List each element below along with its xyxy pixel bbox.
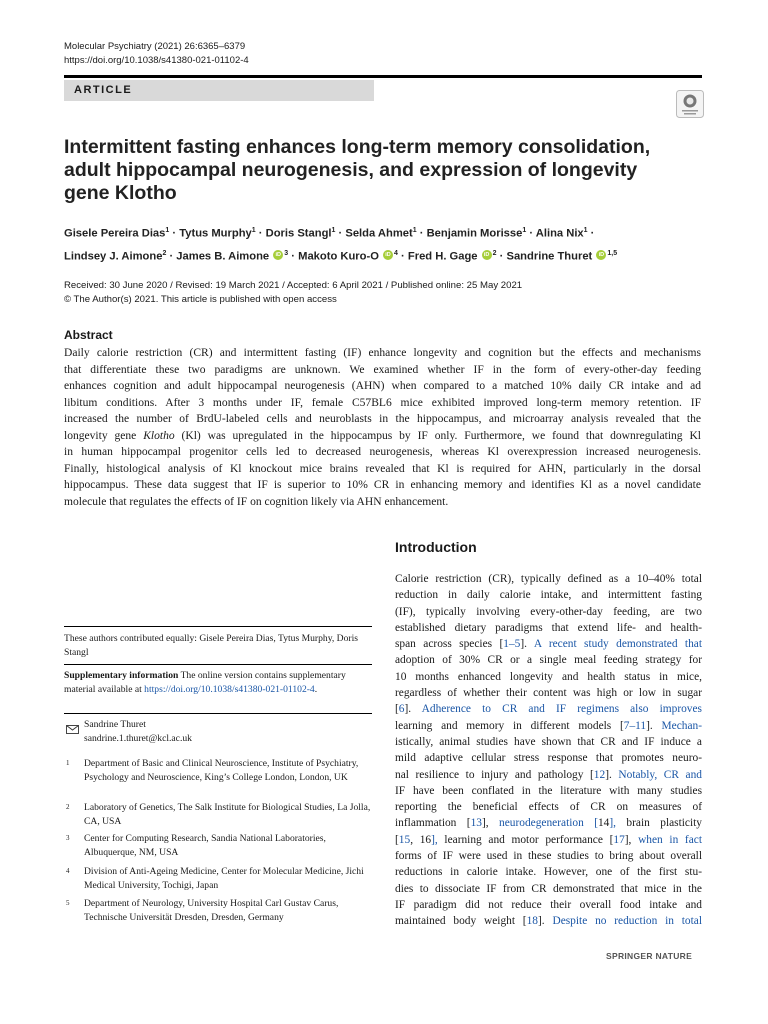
journal-header: [64, 40, 249, 68]
footnote-rule: [64, 626, 372, 627]
date-history: Received: 30 June 2020 / Revised: 19 March 2021 / Accepted: 6 April 2021 / Published online: 25 May 2021: [64, 280, 523, 291]
introduction-line: [6]. Adherence to CR and IF regimens also improves: [395, 703, 702, 716]
citation-link[interactable]: A recent study demonstrated that: [527, 638, 703, 651]
affiliation-text: Department of Basic and Clinical Neuroscience, Institute of Psychiatry, Psychology and Neuroscience, King’s College London, London, UK: [84, 758, 359, 783]
citation-link[interactable]: 6: [398, 703, 405, 716]
author-list: [64, 221, 704, 266]
supplementary-link[interactable]: https://doi.org/10.1038/s41380-021-01102-4: [144, 683, 315, 695]
author-affiliation-number: 1: [165, 227, 170, 234]
abstract-line: enhances cognition and adult hippocampal neurogenesis (AHN) when compared to a matched 10% daily CR intake and ad: [64, 380, 701, 392]
author-affiliation-number: 1: [583, 227, 588, 234]
abstract-line: that differentiate these two paradigms are unknown. We examined whether IF in the form of every-other-day feeding: [64, 363, 701, 376]
affiliation-text: Center for Computing Research, Sandia National Laboratories, Albuquerque, NM, USA: [84, 833, 326, 858]
introduction-text: [395, 571, 702, 930]
author-affiliation-number: 4: [394, 249, 398, 257]
doi-link[interactable]: https://doi.org/10.1038/s41380-021-01102-4: [64, 55, 249, 66]
introduction-line: [15, 16], learning and motor performance [17], when in fact: [395, 833, 702, 846]
header-rule: [64, 75, 702, 78]
author-line-2: Lindsey J. Aimone$^2$ · James B. Aimone iD $^3$ · Makoto Kuro-O iD $^4$ · Fred H. Gage iD $^2$ · Sandrine Thuret iD $^{1,5}$: [64, 244, 704, 267]
author-affiliation-number: 1: [412, 227, 417, 234]
author-affiliation-number: 1: [331, 227, 336, 234]
author-name[interactable]: Selda Ahmet: [345, 227, 413, 240]
author-name[interactable]: Fred H. Gage: [407, 250, 478, 263]
introduction-line: span across species [1–5]. A recent study demonstrated that: [395, 638, 703, 651]
citation-link[interactable]: 1–5: [503, 638, 521, 651]
orcid-icon[interactable]: [383, 250, 393, 260]
gene-name: Klotho: [143, 429, 175, 442]
supplementary-end: .: [314, 683, 318, 695]
citation-link[interactable]: when in fact: [631, 833, 702, 846]
author-name[interactable]: Benjamin Morisse: [426, 227, 523, 240]
introduction-line: maintained body weight [18]. Despite no reduction in total: [395, 915, 702, 928]
affiliation-text: Division of Anti-Ageing Medicine, Center for Molecular Medicine, Jichi Medical University, Tochigi, Japan: [84, 866, 364, 891]
affiliation-number: 3: [66, 834, 70, 842]
author-name[interactable]: Lindsey J. Aimone: [64, 250, 163, 263]
affiliation-number: 4: [66, 867, 70, 875]
author-affiliation-number: 2: [162, 249, 167, 257]
citation-link[interactable]: ],: [609, 817, 617, 830]
copyright-line: © The Author(s) 2021. This article is published with open access: [64, 294, 337, 305]
orcid-icon[interactable]: [482, 250, 492, 260]
author-name[interactable]: Gisele Pereira Dias: [64, 227, 166, 240]
author-affiliation-number: 1: [522, 227, 527, 234]
introduction-line: dies to dissociate IF from CR demonstrated that mice in the: [395, 882, 702, 895]
author-line-1: Gisele Pereira Dias$^1$ · Tytus Murphy$^1$ · Doris Stangl$^1$ · Selda Ahmet$^1$ · Benjamin Morisse$^1$ · Alina Nix$^1$ ·: [64, 227, 595, 240]
orcid-icon[interactable]: [596, 250, 606, 260]
introduction-line: IF have been conflated in the literature with many studies: [395, 784, 702, 797]
introduction-line: learning and memory in different models [7–11]. Mechan-: [395, 719, 703, 732]
citation-link[interactable]: 18: [526, 915, 538, 928]
author-affiliation-number: 2: [492, 249, 497, 257]
abstract-line: in human hippocampal progenitor cells led to decreased neurogenesis, whereas Kl overexpression increased neurogenesis.: [64, 446, 701, 458]
abstract-line: libitum conditions. After 3 months under IF, female C57BL6 mice exhibited improved long-term memory retention. IF: [64, 396, 701, 409]
equal-contribution-note: These authors contributed equally: Gisele Pereira Dias, Tytus Murphy, Doris Stangl: [64, 633, 359, 658]
citation-link[interactable]: 15: [398, 833, 411, 846]
envelope-icon: [66, 721, 79, 730]
abstract-line: Daily calorie restriction (CR) and intermittent fasting (IF) enhance longevity and cognition but the effects and mechanisms: [64, 347, 701, 359]
introduction-line: (IF), typically involving every-other-day feeding, are two: [395, 605, 702, 618]
introduction-line: reduction in daily calorie intake, and intermittent fasting: [395, 589, 702, 602]
introduction-line: established dietary paradigms that extend life- and health-: [395, 621, 702, 634]
introduction-line: forms of IF were used in these studies to bring about overall: [395, 850, 702, 863]
abstract-line: increased the number of BrdU-labeled cells and neuroblasts in the hippocampus, and microarray analysis revealed that the: [64, 413, 701, 425]
introduction-line: IF paradigm did not reduce their overall food intake and: [395, 898, 702, 911]
footnote-divider: [64, 713, 372, 714]
corresponding-email[interactable]: sandrine.1.thuret@kcl.ac.uk: [84, 733, 192, 744]
corresponding-name: Sandrine Thuret: [84, 719, 146, 730]
author-name[interactable]: Alina Nix: [535, 227, 584, 240]
supplementary-label: Supplementary information: [64, 670, 179, 681]
orcid-icon[interactable]: [273, 250, 283, 260]
affiliation-number: 2: [66, 803, 70, 811]
introduction-line: adoption of 30% CR or a single meal feeding strategy for: [395, 654, 702, 667]
citation-link[interactable]: neurodegeneration [: [488, 817, 598, 830]
abstract-line: longevity gene Klotho (Kl) was upregulated in the hippocampus by IF only. Furthermore, we found that downregulating Kl: [64, 429, 702, 442]
author-affiliation-number: 1: [251, 227, 256, 234]
introduction-heading: Introduction: [395, 539, 477, 555]
abstract-line: Finally, histological analysis of Kl knockout mice brains revealed that Kl is required for AHN, particularly in the dorsal: [64, 462, 701, 475]
citation-link[interactable]: Mechan-: [652, 719, 703, 732]
abstract-line: hippocampus. These data suggest that IF is superior to 10% CR in enhancing memory and identifies Kl as a novel candidate: [64, 479, 701, 491]
check-for-updates-icon[interactable]: [676, 90, 704, 118]
author-name[interactable]: Doris Stangl: [265, 227, 332, 240]
author-name[interactable]: James B. Aimone: [176, 250, 270, 263]
citation-link[interactable]: 17: [613, 833, 625, 846]
introduction-line: reporting the beneficial effects of CR on measures of: [395, 801, 702, 814]
introduction-line: inflammation [13], neurodegeneration [14], brain plasticity: [395, 817, 703, 830]
supplementary-note: [64, 669, 372, 696]
journal-citation: Molecular Psychiatry (2021) 26:6365–6379: [64, 41, 246, 52]
article-type-label: ARTICLE: [74, 84, 133, 96]
citation-link[interactable]: [413, 834, 420, 846]
citation-link[interactable]: Notably, CR and: [611, 768, 702, 781]
corresponding-author: [84, 718, 192, 746]
citation-link[interactable]: 7–11: [623, 719, 647, 732]
introduction-line: Calorie restriction (CR), typically defined as a 10–40% total: [395, 573, 702, 585]
affiliation-text: Department of Neurology, University Hospital Carl Gustav Carus, Technische Universität Dresden, Dresden, Germany: [84, 898, 339, 923]
citation-link[interactable]: 13: [470, 817, 482, 830]
citation-link[interactable]: ],: [431, 833, 438, 846]
citation-link[interactable]: 12: [593, 768, 606, 781]
author-name[interactable]: Makoto Kuro-O: [298, 250, 379, 263]
article-title: Intermittent fasting enhances long-term memory consolidation, adult hippocampal neurogenesis, and expression of longevity gene Klotho: [64, 136, 651, 204]
publication-dates: [64, 279, 522, 307]
publisher-logo: SPRINGER NATURE: [606, 951, 693, 961]
citation-link[interactable]: Adherence to CR and IF regimens also improves: [411, 703, 702, 716]
introduction-line: reductions in calorie intake. However, one of the first stu-: [395, 866, 702, 879]
introduction-line: istically, animal studies have shown that CR and IF induce a: [395, 735, 702, 748]
footnote-divider: [64, 664, 372, 665]
citation-link[interactable]: Despite no reduction in total: [544, 915, 702, 928]
introduction-line: regardless of whether their content was high or low in sugar: [395, 687, 702, 700]
author-affiliation-number: 3: [284, 249, 289, 257]
author-name[interactable]: Tytus Murphy: [179, 227, 252, 240]
affiliation-number: 1: [66, 759, 70, 767]
introduction-line: mild adaptive cellular stress response that promotes neuro-: [395, 752, 702, 765]
introduction-line: 10 months enhanced longevity and health status in mice,: [395, 670, 702, 683]
abstract-line: molecule that regulates the effects of IF on cognition likely via AHN enhancement.: [64, 495, 449, 508]
introduction-line: nal resilience to injury and pathology [12]. Notably, CR and: [395, 768, 702, 781]
abstract-text: [64, 345, 701, 510]
author-affiliation-number: 1,5: [607, 249, 618, 257]
abstract-heading: Abstract: [64, 328, 113, 342]
supplementary-text: The online version contains supplementary material available at: [64, 670, 346, 695]
author-name[interactable]: Sandrine Thuret: [506, 250, 593, 263]
affiliation-number: 5: [66, 899, 70, 907]
affiliation-text: Laboratory of Genetics, The Salk Institute for Biological Studies, La Jolla, CA, USA: [84, 802, 371, 827]
